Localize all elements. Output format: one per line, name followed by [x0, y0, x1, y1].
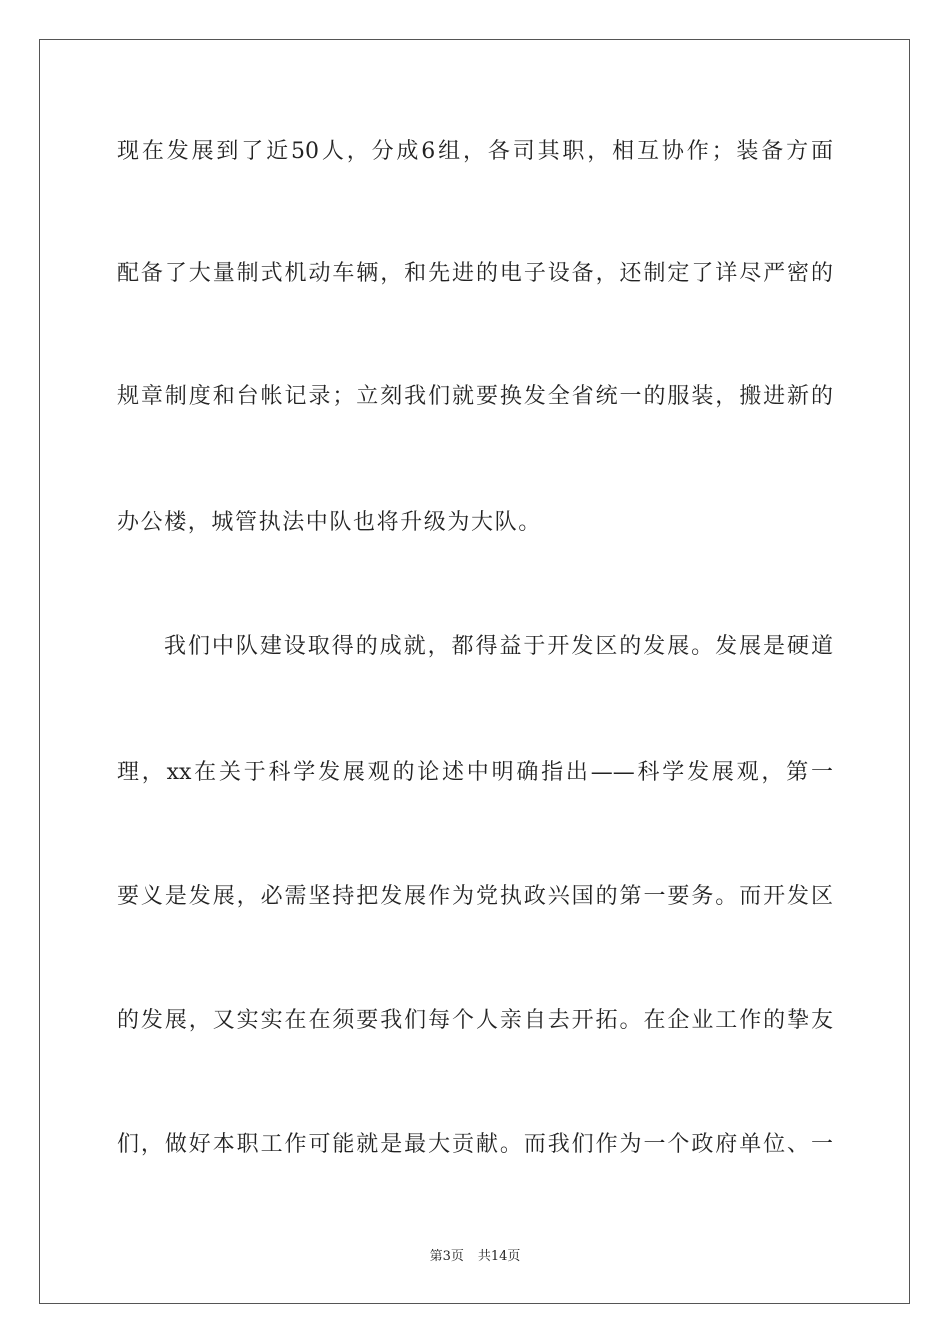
body-line-2: 配备了大量制式机动车辆，和先进的电子设备，还制定了详尽严密的: [117, 261, 833, 286]
body-line-3: 规章制度和台帐记录；立刻我们就要换发全省统一的服装，搬进新的: [117, 384, 833, 409]
body-line-5: 我们中队建设取得的成就，都得益于开发区的发展。发展是硬道: [164, 634, 833, 659]
body-line-4: 办公楼，城管执法中队也将升级为大队。: [117, 510, 542, 535]
body-line-6: 理，xx在关于科学发展观的论述中明确指出——科学发展观，第一: [117, 760, 833, 785]
page-total: 共14页: [477, 1249, 521, 1264]
body-line-9: 们，做好本职工作可能就是最大贡献。而我们作为一个政府单位、一: [117, 1132, 833, 1157]
page-border: [39, 39, 910, 1304]
body-line-7: 要义是发展，必需坚持把发展作为党执政兴国的第一要务。而开发区: [117, 884, 833, 909]
page-number: 第3页: [429, 1249, 464, 1264]
body-line-8: 的发展，又实实在在须要我们每个人亲自去开拓。在企业工作的挚友: [117, 1008, 833, 1033]
page-footer: [0, 1248, 950, 1266]
body-line-1: 现在发展到了近50人，分成6组，各司其职，相互协作；装备方面: [117, 139, 833, 164]
